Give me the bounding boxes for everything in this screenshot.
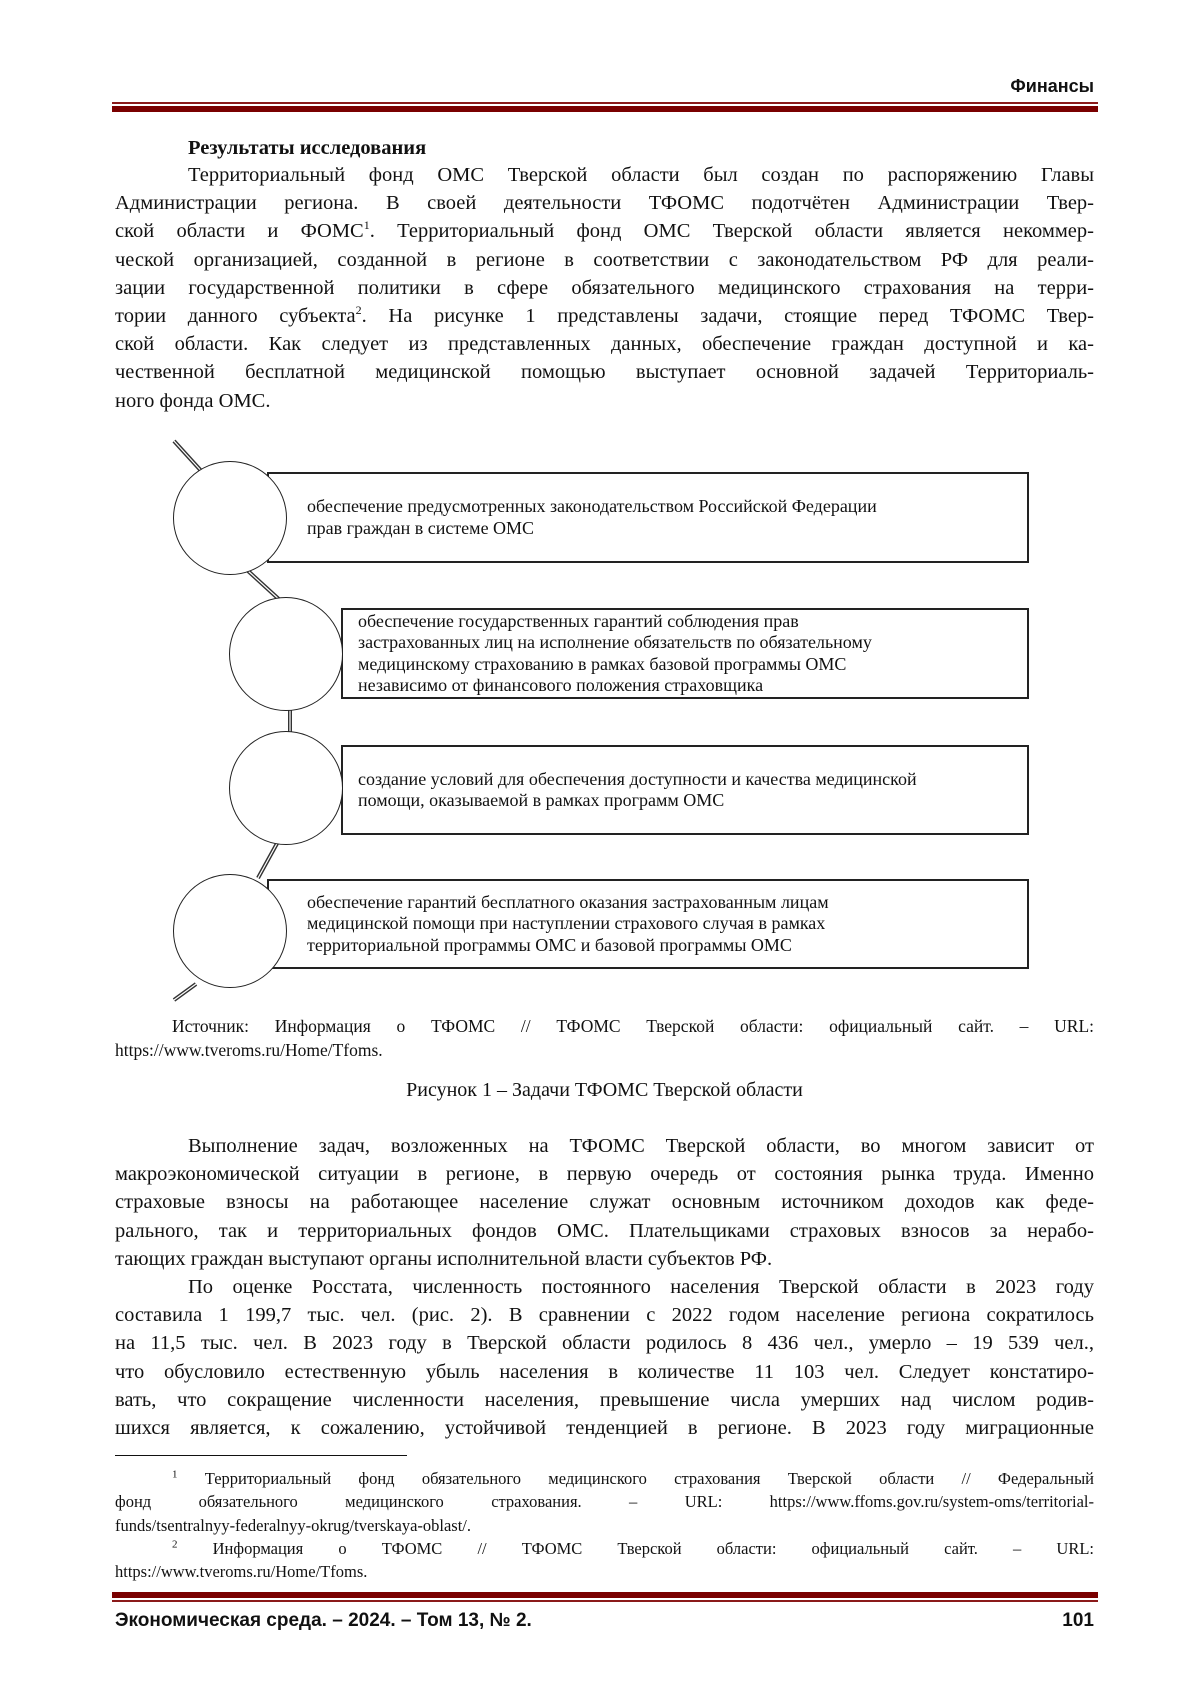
text-line (115, 1160, 1094, 1188)
task-text-1: обеспечение предусмотренных законодательством Российской Федерации прав граждан в системе ОМС (307, 496, 877, 538)
task-text-3: создание условий для обеспечения доступности и качества медицинской помощи, оказываемой в рамках программ ОМС (358, 768, 917, 810)
text-line (115, 1329, 1094, 1357)
task-circle-4 (173, 874, 287, 988)
text-line (188, 1132, 1094, 1160)
text-line (115, 1188, 1094, 1216)
task-circle-2 (229, 597, 343, 711)
section-title: Финансы (1010, 76, 1094, 96)
figure-source: Источник: Информация о ТФОМС // ТФОМС Тверской области: официальный сайт. – URL: (172, 1016, 1094, 1036)
line-text: . Территориальный фонд ОМС Тверской области является некоммер- (369, 220, 1094, 243)
line-text: что обусловило естественную убыль населения в количестве 11 103 чел. Следует констатиро- (115, 1360, 1094, 1383)
page-number: 101 (1062, 1610, 1094, 1631)
footnote-separator (115, 1455, 407, 1456)
task-box-2 (341, 608, 1029, 699)
line-text: ской области и ФОМС (115, 220, 364, 243)
line-text: тающих граждан выступают органы исполнительной власти субъектов РФ. (115, 1247, 773, 1270)
footnote-line (172, 1467, 1094, 1490)
line-text: По оценке Росстата, численность постоянного населения Тверской области в 2023 году (188, 1276, 1094, 1298)
line-text: ного фонда ОМС. (115, 389, 271, 412)
text-line (115, 1245, 1094, 1273)
line-text: ской области. Как следует из представленных данных, обеспечение граждан доступной и ка- (115, 333, 1094, 356)
task-box-1 (267, 472, 1029, 563)
task-box-4 (267, 879, 1029, 969)
footnote-reference[interactable]: 2 (355, 303, 362, 318)
line-text: рального, так и территориальных фондов ОМС. Плательщиками страховых взносов за нерабо- (115, 1219, 1094, 1242)
footer-rule-thin (112, 1600, 1098, 1602)
footnote-line (115, 1560, 1094, 1583)
line-text: страховые взносы на работающее население служат основным источником доходов как феде- (115, 1191, 1094, 1214)
footnote-line (115, 1490, 1094, 1513)
text-line (188, 1273, 1094, 1301)
line-text: Администрации региона. В своей деятельности ТФОМС подотчётен Администрации Твер- (115, 192, 1094, 215)
task-text-2: обеспечение государственных гарантий соблюдения прав застрахованных лиц на исполнение обязательств по обязательному медицинскому страхованию в рамках базовой программы ОМС независимо от финансового положения страховщика (358, 610, 872, 695)
journal-citation: Экономическая среда. – 2024. – Том 13, № 2. (115, 1610, 532, 1631)
footnote-line (172, 1537, 1094, 1560)
footnote-number: 2 (172, 1538, 178, 1551)
text-line (115, 1217, 1094, 1245)
task-circle-1 (173, 461, 287, 575)
task-box-3 (341, 745, 1029, 835)
line-text: макроэкономической ситуации в регионе, в первую очередь от состояния рынка труда. Именно (115, 1163, 1094, 1186)
line-text: шихся является, к сожалению, устойчивой тенденцией в регионе. В 2023 году миграционные (115, 1417, 1094, 1439)
line-text: вать, что сокращение численности населения, превышение числа умерших над числом родив- (115, 1388, 1094, 1411)
footnote-text[interactable]: https://www.tveroms.ru/Home/Tfoms. (115, 1562, 368, 1582)
section-heading: Результаты исследования (188, 137, 427, 159)
footnote-number: 1 (172, 1468, 178, 1481)
text-line (115, 1414, 1094, 1442)
line-text: составила 1 199,7 тыс. чел. (рис. 2). В сравнении с 2022 годом население региона сократилось (115, 1304, 1094, 1327)
footnote-reference[interactable]: 1 (363, 218, 370, 233)
text-line (115, 1358, 1094, 1386)
line-text: Территориальный фонд ОМС Тверской области был создан по распоряжению Главы (188, 164, 1094, 186)
line-text: . На рисунке 1 представлены задачи, стоящие перед ТФОМС Твер- (361, 305, 1094, 327)
footnote-line (115, 1514, 1094, 1537)
line-text: чественной бесплатной медицинской помощью выступает основной задачей Территориаль- (115, 361, 1094, 384)
figure-source-url: https://www.tveroms.ru/Home/Tfoms. (115, 1040, 383, 1060)
footnote-text[interactable]: фонд обязательного медицинского страхования. – URL: https://www.ffoms.gov.ru/system-oms/territorial- (115, 1492, 1094, 1512)
line-text: зации государственной политики в сфере обязательного медицинского страхования на терри- (115, 276, 1094, 299)
footnote-text: Информация о ТФОМС // ТФОМС Тверской области: официальный сайт. – URL: (177, 1538, 1094, 1558)
footnote-text: Территориальный фонд обязательного медицинского страхования Тверской области // Федеральный (177, 1469, 1094, 1488)
line-text: тории данного субъекта (115, 305, 356, 327)
footnote-text: funds/tsentralnyy-federalnyy-okrug/tverskaya-oblast/. (115, 1515, 472, 1535)
task-text-4: обеспечение гарантий бесплатного оказания застрахованным лицам медицинской помощи при наступлении страхового случая в рамках территориальной программы ОМС и базовой программы ОМС (307, 891, 829, 955)
line-text: на 11,5 тыс. чел. В 2023 году в Тверской области родилось 8 436 чел., умерло – 19 539 чел., (115, 1332, 1094, 1355)
text-line (115, 1301, 1094, 1329)
task-circle-3 (229, 731, 343, 845)
footer-rule-thick (112, 1592, 1098, 1598)
text-line (115, 1386, 1094, 1414)
line-text: ческой организацией, созданной в регионе в соответствии с законодательством РФ для реали- (115, 248, 1094, 271)
figure-caption: Рисунок 1 – Задачи ТФОМС Тверской области (406, 1079, 803, 1101)
line-text: Выполнение задач, возложенных на ТФОМС Тверской области, во многом зависит от (188, 1135, 1094, 1157)
